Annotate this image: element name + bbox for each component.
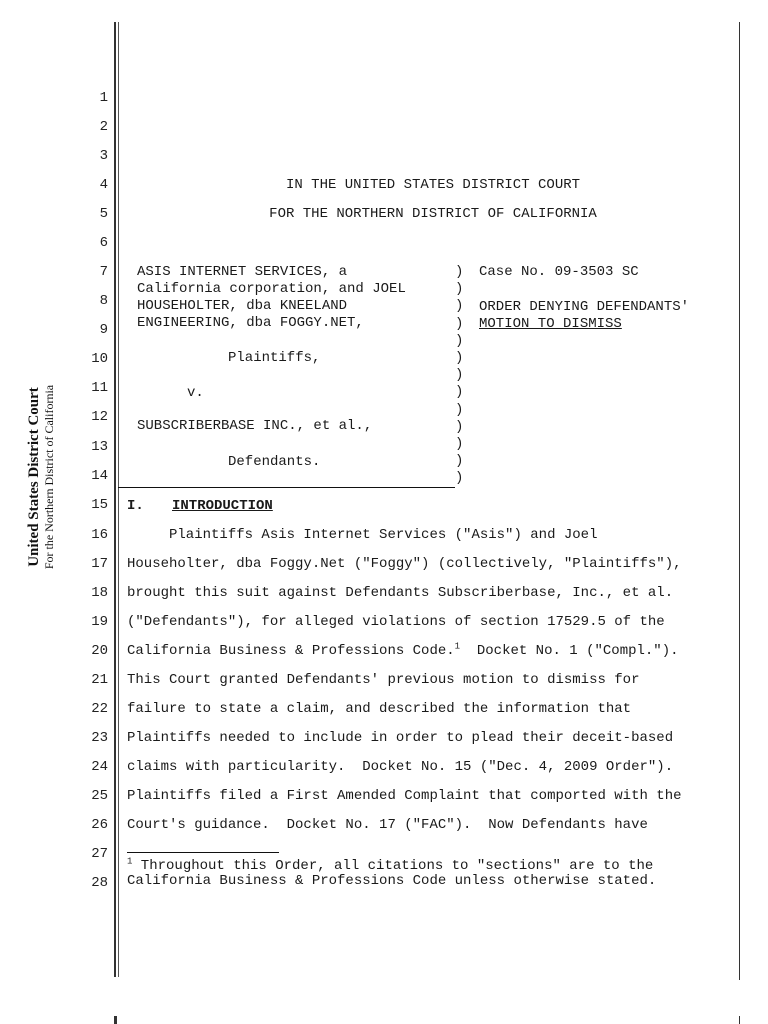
plaintiffs-label: Plaintiffs, [228,350,321,366]
line-number: 25 [91,788,108,804]
line-number: 21 [91,672,108,688]
line-number: 24 [91,759,108,775]
plaintiff-name-line: California corporation, and JOEL [137,281,406,297]
line-number: 4 [99,177,108,193]
line-number: 23 [91,730,108,746]
body-line-continuation: Docket No. 1 ("Compl."). [460,643,679,659]
left-margin-rule-inner [118,22,119,977]
line-number: 22 [91,701,108,717]
line-number: 27 [91,846,108,862]
line-number: 14 [91,468,108,484]
line-number: 11 [91,380,108,396]
defendant-name: SUBSCRIBERBASE INC., et al., [137,418,373,434]
body-line: Plaintiffs filed a First Amended Complaint that comported with the [127,788,682,804]
plaintiff-name-line: HOUSEHOLTER, dba KNEELAND [137,298,348,314]
footnote-separator [127,852,279,853]
order-title-line2: MOTION TO DISMISS [479,316,622,332]
body-line: Householter, dba Foggy.Net ("Foggy") (collectively, "Plaintiffs"), [127,556,682,572]
caption-underline [118,487,455,488]
section-number: I. [127,498,144,514]
versus-label: v. [187,385,204,401]
section-title: INTRODUCTION [172,498,273,514]
side-district-name: For the Northern District of California [42,384,56,570]
court-heading: IN THE UNITED STATES DISTRICT COURT [285,177,581,193]
body-line: failure to state a claim, and described the information that [127,701,632,717]
defendants-label: Defendants. [228,454,321,470]
footnote-line: California Business & Professions Code unless otherwise stated. [127,873,657,889]
line-number: 13 [91,439,108,455]
order-title-line1: ORDER DENYING DEFENDANTS' [479,299,690,315]
body-line: claims with particularity. Docket No. 15 ("Dec. 4, 2009 Order"). [127,759,674,775]
body-line: Plaintiffs Asis Internet Services ("Asis") and Joel [127,527,598,543]
footnote-ref: 1 [454,641,461,652]
plaintiff-name-line: ENGINEERING, dba FOGGY.NET, [137,315,364,331]
line-number: 28 [91,875,108,891]
body-line: California Business & Professions Code. [127,643,455,659]
line-number: 10 [91,351,108,367]
line-number: 12 [91,409,108,425]
footnote-text: Throughout this Order, all citations to "sections" are to the [132,858,654,874]
side-court-name: United States District Court [26,387,42,567]
right-margin-rule [739,22,740,980]
line-number: 17 [91,556,108,572]
line-number: 8 [99,293,108,309]
line-number: 18 [91,585,108,601]
body-line: brought this suit against Defendants Subscriberbase, Inc., et al. [127,585,674,601]
next-page-right-rule [739,1016,740,1024]
left-margin-rule [114,22,116,977]
line-number: 2 [99,119,108,135]
district-heading: FOR THE NORTHERN DISTRICT OF CALIFORNIA [269,206,597,222]
line-number: 26 [91,817,108,833]
next-page-left-rule [114,1016,117,1024]
line-number: 20 [91,643,108,659]
line-number: 19 [91,614,108,630]
side-court-caption [26,367,56,587]
body-line: Court's guidance. Docket No. 17 ("FAC"). Now Defendants have [127,817,648,833]
caption-parentheses: ) ) ) ) ) ) ) ) ) ) ) ) ) [455,264,464,487]
case-number: Case No. 09-3503 SC [479,264,639,280]
body-line: This Court granted Defendants' previous motion to dismiss for [127,672,640,688]
line-number: 3 [99,148,108,164]
footnote-line [127,856,654,874]
line-number: 5 [99,206,108,222]
body-line: Plaintiffs needed to include in order to plead their deceit-based [127,730,674,746]
line-number: 7 [99,264,108,280]
line-number: 15 [91,497,108,513]
body-line-with-footnote [127,643,679,659]
footnote-marker: 1 [127,856,133,867]
line-number: 16 [91,527,108,543]
line-number: 9 [99,322,108,338]
plaintiff-name-line: ASIS INTERNET SERVICES, a [137,264,348,280]
body-line: ("Defendants"), for alleged violations of section 17529.5 of the [127,614,665,630]
line-number: 6 [99,235,108,251]
line-number: 1 [99,90,108,106]
